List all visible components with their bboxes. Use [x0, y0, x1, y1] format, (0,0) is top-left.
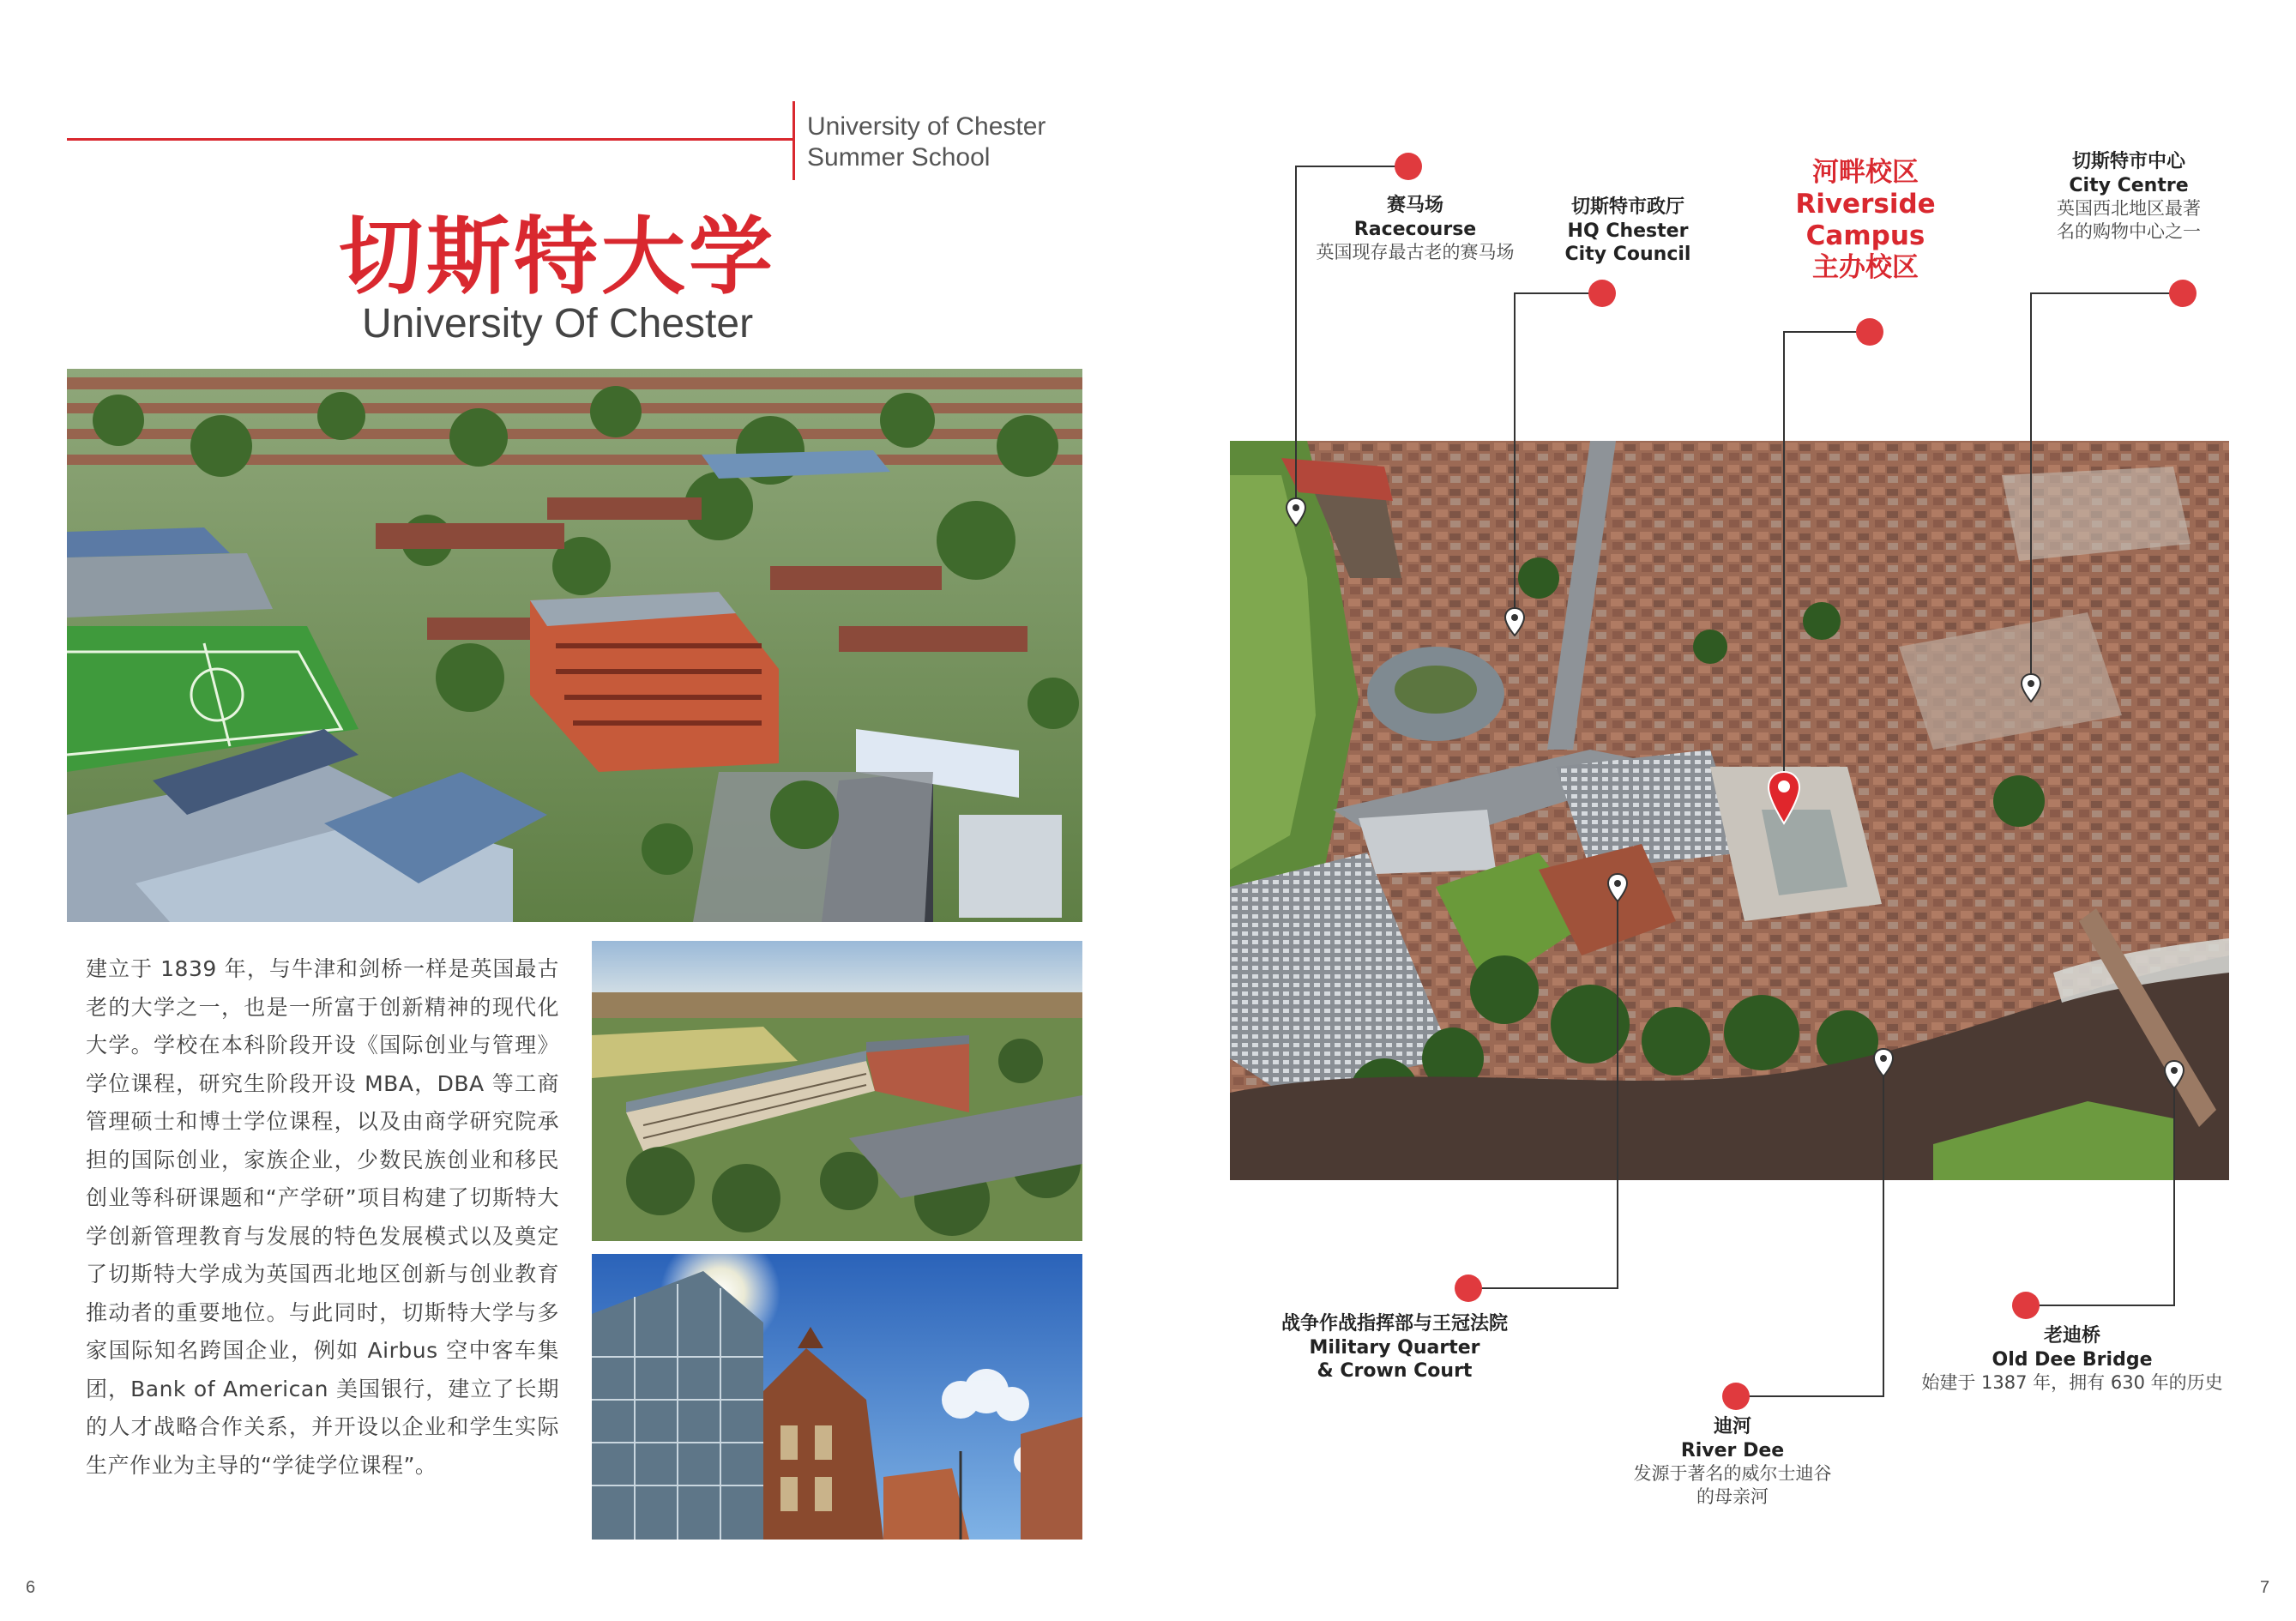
- riverside-campus-pin-icon: [1767, 770, 1801, 825]
- riverside-cn2: 主办校区: [1812, 252, 1919, 283]
- riverside-en1: Riverside: [1795, 189, 1936, 220]
- old-dee-bridge-en: Old Dee Bridge: [1992, 1349, 2153, 1371]
- city-centre-desc-line2: 名的购物中心之一: [2057, 221, 2201, 242]
- riverside-en2: Campus: [1805, 220, 1925, 251]
- header-school-line1: University of Chester: [807, 112, 1046, 141]
- header-rule: [67, 138, 792, 141]
- council-label: [1544, 196, 1712, 266]
- old-dee-bridge-cn: 老迪桥: [2043, 1325, 2100, 1347]
- river-dee-en: River Dee: [1680, 1440, 1785, 1461]
- city-centre-cn: 切斯特市中心: [2071, 151, 2185, 172]
- old-dee-bridge-marker-dot: [2012, 1292, 2040, 1319]
- military-quarter-pin-icon: [1607, 873, 1628, 902]
- page-title-english: University Of Chester: [361, 301, 754, 346]
- header-school-name: [807, 111, 1046, 173]
- racecourse-pin-icon: [1286, 497, 1306, 527]
- council-marker-dot: [1588, 280, 1616, 307]
- city-centre-marker-dot: [2169, 280, 2197, 307]
- city-centre-en: City Centre: [2069, 175, 2189, 196]
- military-en-line2: & Crown Court: [1317, 1360, 1473, 1382]
- chester-aerial-map: [1230, 441, 2229, 1180]
- riverside-cn1: 河畔校区: [1812, 157, 1919, 188]
- racecourse-desc: 英国现存最古老的赛马场: [1316, 242, 1515, 262]
- intro-paragraph: 建立于 1839 年，与牛津和剑桥一样是英国最古老的大学之一，也是一所富于创新精神的现代化大学。学校在本科阶段开设《国际创业与管理》学位课程，研究生阶段开设 MBA，DBA 等工商管理硕士和博士学位课程，以及由商学研究院承担的国际创业，家族企业，少数民族创业和移民创业等科研课题和“产学研”项目构建了切斯特大学创新管理教育与发展的特色发展模式以及奠定了切斯特大学成为英国西北地区创新与创业教育推动者的重要地位。与此同时，切斯特大学与多家国际知名跨国企业，例如 Airbus 空中客车集团，Bank of American 美国银行，建立了长期的人才战略合作关系，并开设以企业和学生实际生产作业为主导的“学徒学位课程”。: [86, 956, 559, 1478]
- campus-aerial-photo: [67, 369, 1082, 922]
- page-number-right: 7: [2260, 1578, 2270, 1597]
- council-en-line1: HQ Chester: [1567, 220, 1689, 242]
- old-dee-bridge-desc: 始建于 1387 年，拥有 630 年的历史: [1921, 1372, 2223, 1393]
- military-cn: 战争作战指挥部与王冠法院: [1281, 1313, 1508, 1335]
- military-en-line1: Military Quarter: [1309, 1337, 1480, 1359]
- river-dee-cn: 迪河: [1713, 1416, 1751, 1437]
- military-quarter-label: [1264, 1312, 1525, 1383]
- racecourse-marker-dot: [1395, 153, 1422, 180]
- old-dee-bridge-pin-icon: [2164, 1060, 2185, 1089]
- header-school-line2: Summer School: [807, 143, 991, 172]
- river-dee-pin-icon: [1873, 1048, 1894, 1077]
- business-school-photo: [592, 941, 1082, 1241]
- racecourse-en: Racecourse: [1353, 219, 1477, 240]
- page-title-chinese: 切斯特大学: [338, 208, 776, 306]
- military-marker-dot: [1455, 1275, 1482, 1302]
- page-number-left: 6: [26, 1578, 36, 1597]
- glass-building-photo: [592, 1254, 1082, 1540]
- council-en-line2: City Council: [1564, 244, 1691, 265]
- riverside-marker-dot: [1856, 318, 1883, 346]
- racecourse-cn: 赛马场: [1386, 195, 1443, 216]
- old-dee-bridge-label: [1901, 1324, 2244, 1395]
- racecourse-label: [1287, 194, 1544, 264]
- river-dee-desc-line2: 的母亲河: [1696, 1486, 1769, 1507]
- header-divider: [792, 101, 795, 180]
- river-dee-label: [1612, 1415, 1853, 1509]
- river-dee-desc-line1: 发源于著名的威尔士迪谷: [1633, 1463, 1832, 1484]
- council-pin-icon: [1504, 607, 1525, 636]
- council-cn: 切斯特市政厅: [1570, 196, 1684, 218]
- city-centre-pin-icon: [2021, 673, 2041, 702]
- city-centre-desc-line1: 英国西北地区最著: [2057, 198, 2201, 219]
- river-dee-marker-dot: [1722, 1383, 1750, 1410]
- riverside-campus-label: [1784, 157, 1947, 284]
- city-centre-label: [2026, 150, 2232, 244]
